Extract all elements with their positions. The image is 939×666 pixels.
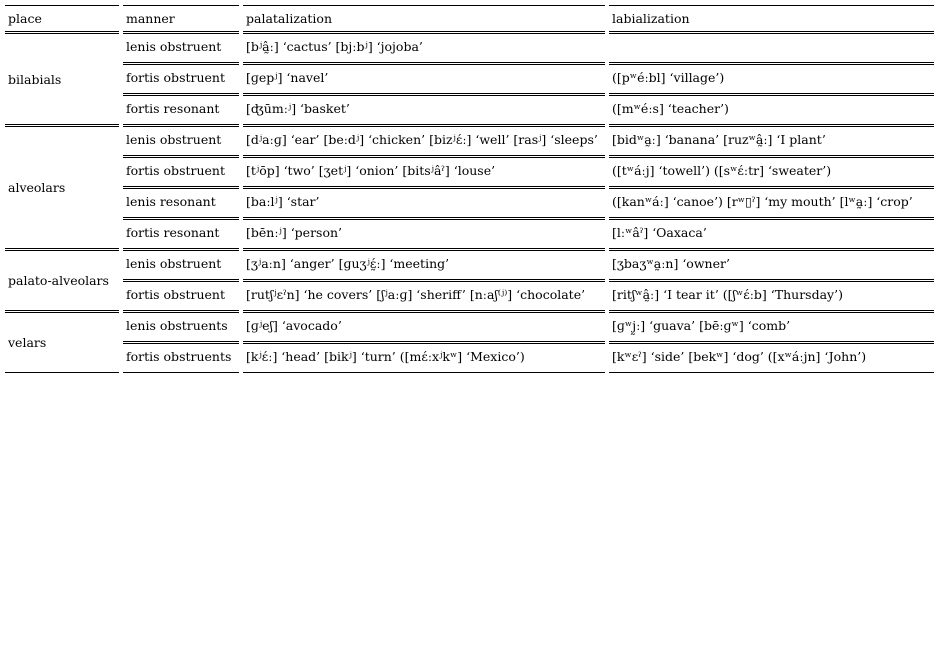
manner-cell: fortis obstruent [121, 64, 241, 95]
palatalization-cell: [bʲâ̰ː] ‘cactus’ [bjːbʲ] ‘jojoba’ [241, 33, 607, 64]
place-cell: palato-alveolars [5, 250, 121, 312]
labialization-cell: ([mʷéːs] ‘teacher’) [607, 95, 934, 126]
table-row [5, 343, 934, 373]
header-manner: manner [121, 6, 241, 33]
table-row [5, 64, 934, 95]
palatalization-cell: [rutʃʲεˀn] ‘he covers’ [ʃʲaːɡ] ‘sheriff’ [nːaʃ⁽ʲ⁾] ‘chocolate’ [241, 281, 607, 312]
labialization-cell: [ritʃʷâ̰ː] ‘I tear it’ ([ʃʷέːb] ‘Thursday’) [607, 281, 934, 312]
manner-cell: fortis resonant [121, 95, 241, 126]
place-cell: alveolars [5, 126, 121, 250]
phoneme-table [5, 5, 934, 373]
palatalization-cell: [ʒʲaːn] ‘anger’ [ɡuʒʲέ̰ː] ‘meeting’ [241, 250, 607, 281]
labialization-cell: [ɡʷj̰ː] ‘guava’ [bēːɡʷ] ‘comb’ [607, 312, 934, 343]
labialization-cell: ([kanʷáː] ‘canoe’) [rʷ▯ˀ] ‘my mouth’ [lʷa̰ː] ‘crop’ [607, 188, 934, 219]
table-row [5, 126, 934, 157]
place-cell: velars [5, 312, 121, 373]
palatalization-cell: [baːlʲ] ‘star’ [241, 188, 607, 219]
place-cell: bilabials [5, 33, 121, 126]
palatalization-cell: [ɡʲeʃ] ‘avocado’ [241, 312, 607, 343]
labialization-cell: [bidʷa̰ː] ‘banana’ [ruzʷâ̰ː] ‘I plant’ [607, 126, 934, 157]
labialization-cell [607, 33, 934, 64]
labialization-cell: [ʒbaʒʷa̰ːn] ‘owner’ [607, 250, 934, 281]
table-row [5, 33, 934, 64]
palatalization-cell: [tʲōp] ‘two’ [ʒetʲ] ‘onion’ [bitsʲâˀ] ‘louse’ [241, 157, 607, 188]
palatalization-cell: [dʲaːɡ] ‘ear’ [beːdʲ] ‘chicken’ [bizʲέː] ‘well’ [rasʲ] ‘sleeps’ [241, 126, 607, 157]
palatalization-cell: [kʲέː] ‘head’ [bikʲ] ‘turn’ ([mέːxʲkʷ] ‘Mexico’) [241, 343, 607, 373]
palatalization-cell: [ʤūmːʲ] ‘basket’ [241, 95, 607, 126]
table-row [5, 281, 934, 312]
manner-cell: fortis obstruent [121, 157, 241, 188]
table-row [5, 250, 934, 281]
labialization-cell: ([tʷáːj] ‘towell’) ([sʷέːtr] ‘sweater’) [607, 157, 934, 188]
manner-cell: lenis obstruent [121, 250, 241, 281]
manner-cell: fortis resonant [121, 219, 241, 250]
table-row [5, 157, 934, 188]
table-row [5, 95, 934, 126]
manner-cell: lenis obstruent [121, 33, 241, 64]
table-row [5, 188, 934, 219]
header-row [5, 6, 934, 33]
header-labialization: labialization [607, 6, 934, 33]
table-row [5, 219, 934, 250]
labialization-cell: [lːʷâˀ] ‘Oaxaca’ [607, 219, 934, 250]
manner-cell: lenis obstruent [121, 126, 241, 157]
table-row [5, 312, 934, 343]
labialization-cell: ([pʷéːbl] ‘village’) [607, 64, 934, 95]
manner-cell: lenis resonant [121, 188, 241, 219]
labialization-cell: [kʷεˀ] ‘side’ [bekʷ] ‘dog’ ([xʷáːjn] ‘John’) [607, 343, 934, 373]
header-place: place [5, 6, 121, 33]
table-body [5, 33, 934, 373]
palatalization-cell: [bēnːʲ] ‘person’ [241, 219, 607, 250]
manner-cell: fortis obstruents [121, 343, 241, 373]
manner-cell: fortis obstruent [121, 281, 241, 312]
header-palatalization: palatalization [241, 6, 607, 33]
manner-cell: lenis obstruents [121, 312, 241, 343]
palatalization-cell: [ɡepʲ] ‘navel’ [241, 64, 607, 95]
